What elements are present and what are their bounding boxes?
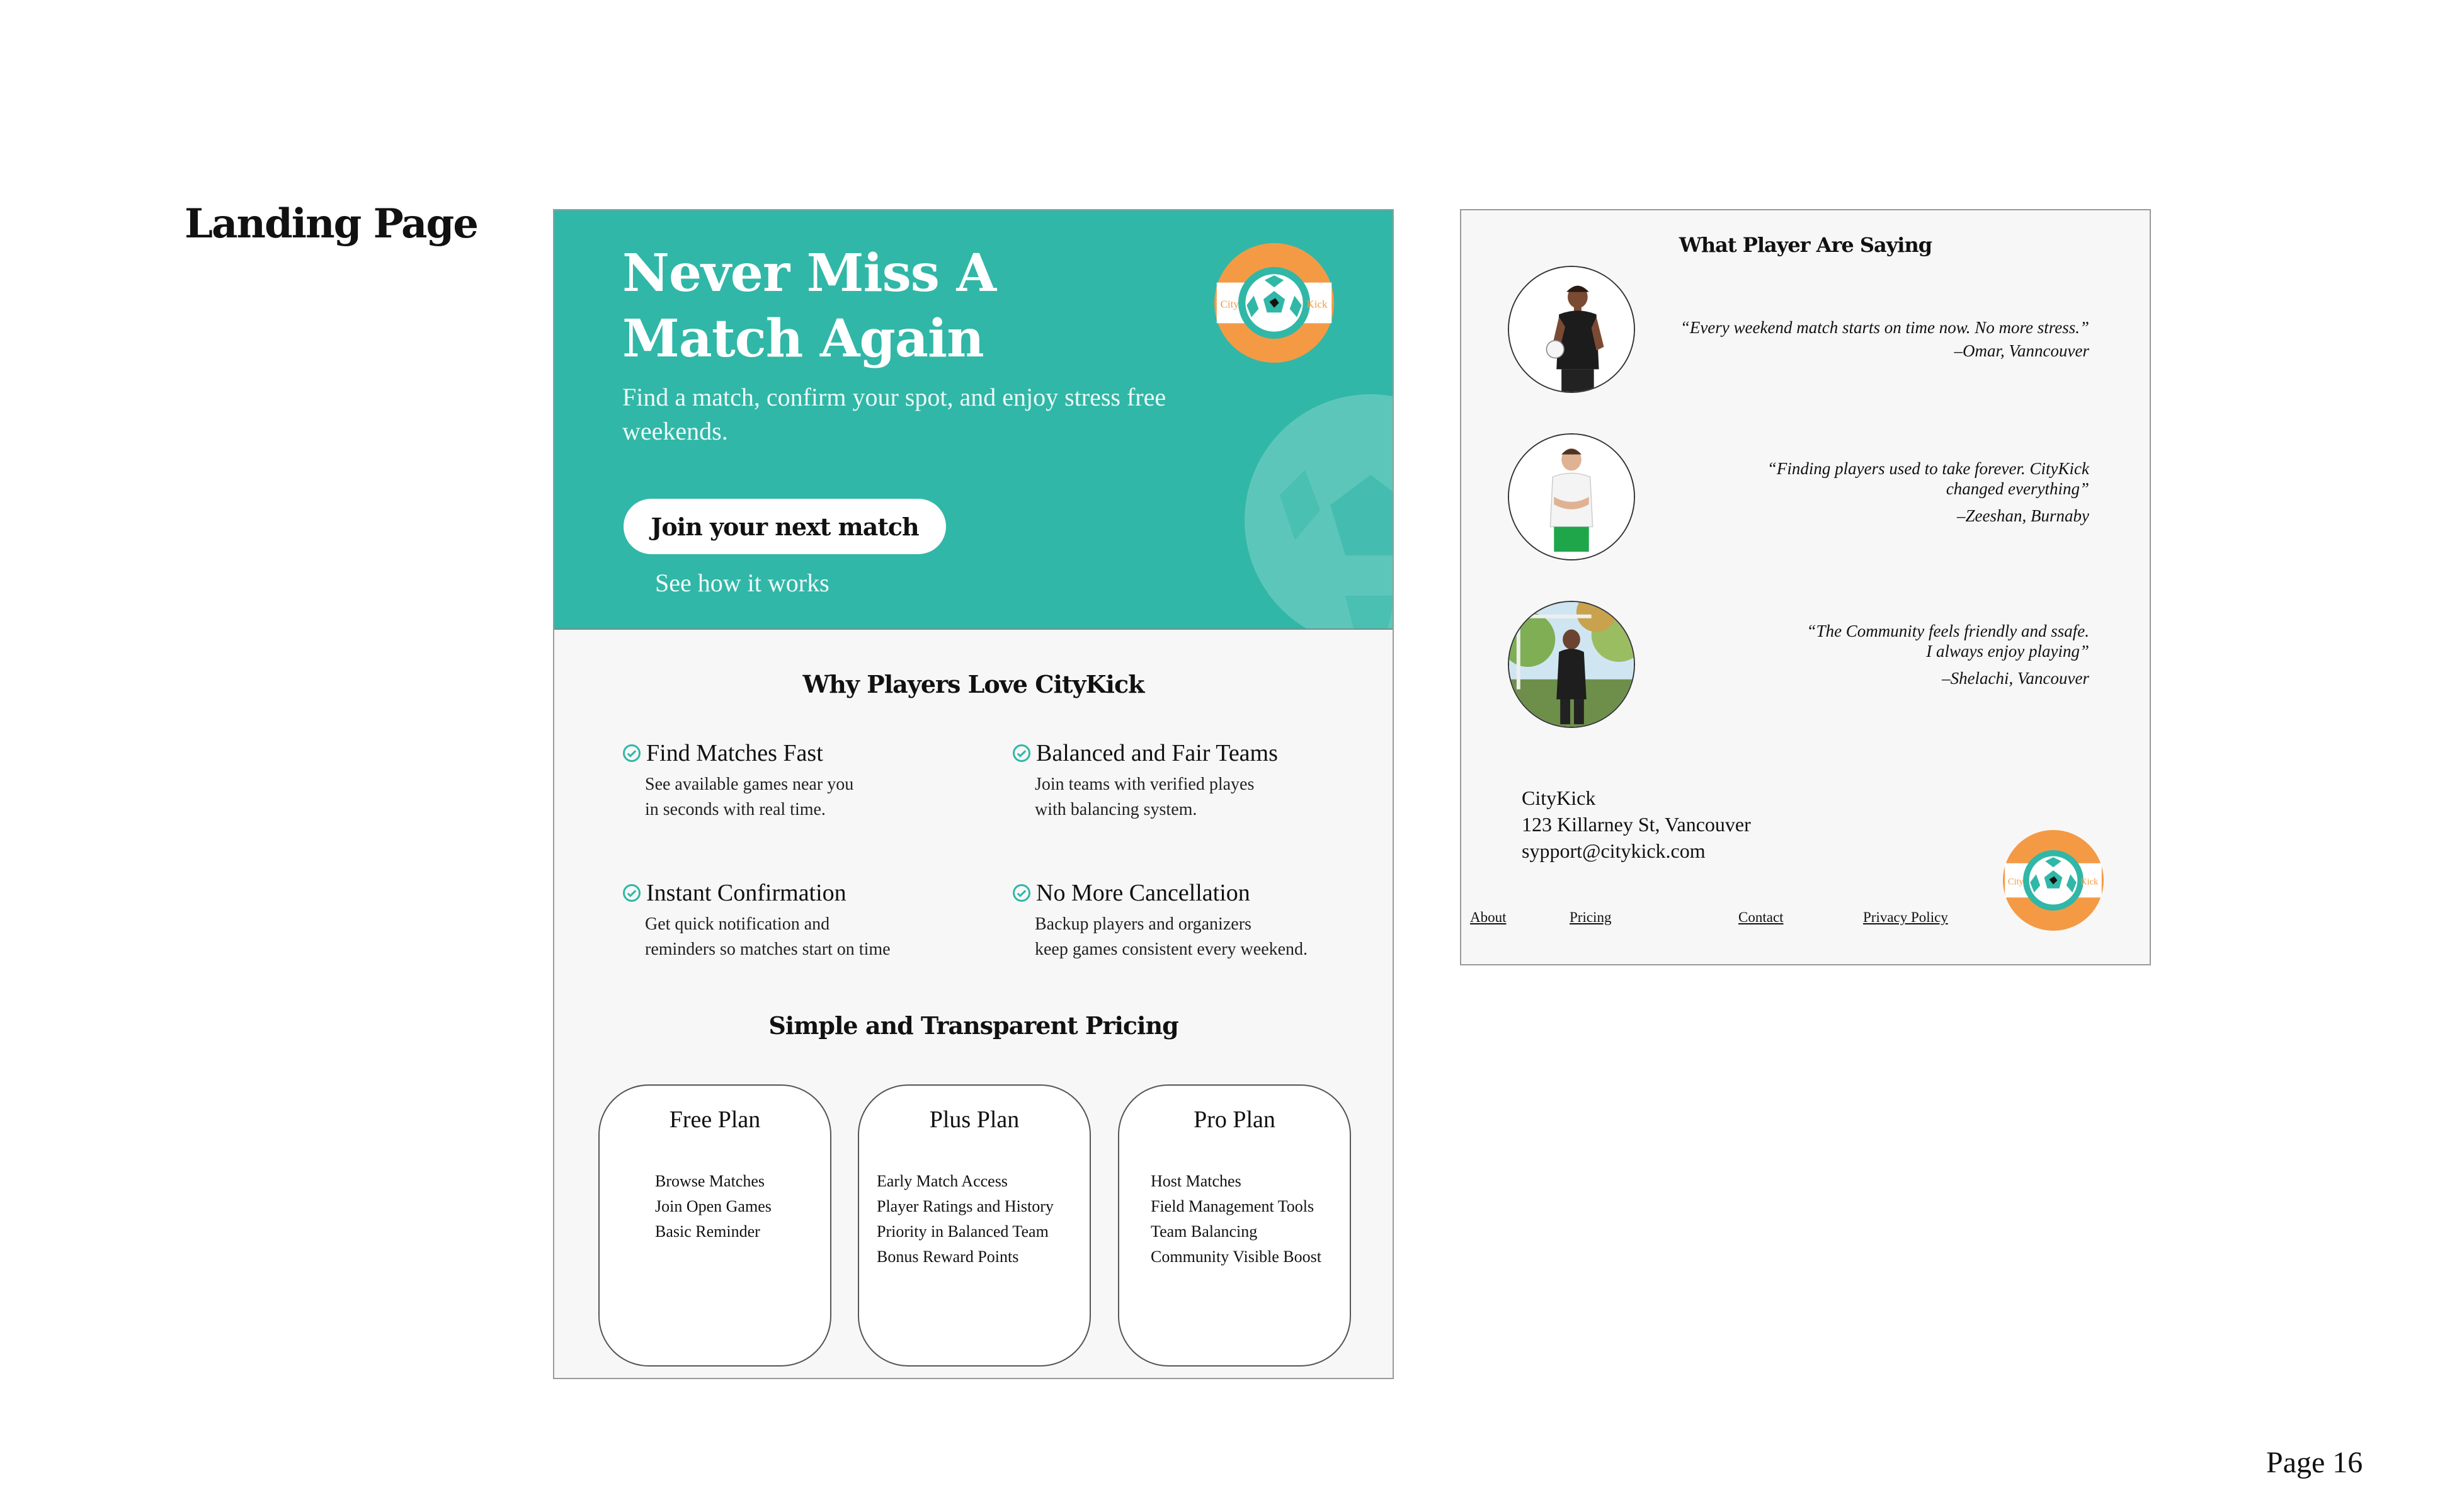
plan-feature: Team Balancing <box>1151 1222 1258 1241</box>
check-circle-icon <box>1012 884 1031 902</box>
why-section-title: Why Players Love CityKick <box>802 670 1144 698</box>
footer-email[interactable]: sypport@citykick.com <box>1522 839 1706 862</box>
quote-line: “The Community feels friendly and ssafe. <box>1806 622 2089 640</box>
feature-description <box>645 912 975 962</box>
citykick-logo <box>2003 830 2104 931</box>
plan-feature: Player Ratings and History <box>877 1197 1054 1215</box>
hero-title: Never Miss A Match Again <box>622 243 996 369</box>
citykick-logo <box>1214 243 1334 363</box>
plan-features <box>1151 1169 1321 1270</box>
plan-name: Free Plan <box>669 1106 761 1133</box>
testimonial-author: –Shelachi, Vancouver <box>1942 669 2089 688</box>
testimonials-title: What Player Are Saying <box>1679 233 1932 257</box>
feature-description-line: reminders so matches start on time <box>645 940 891 959</box>
feature-description-line: See available games near you <box>645 775 854 794</box>
footer-link-about[interactable]: About <box>1470 909 1507 925</box>
pricing-section-title: Simple and Transparent Pricing <box>768 1011 1178 1040</box>
logo-word-right: Kick <box>2080 877 2099 887</box>
feature-card <box>622 879 975 962</box>
footer-link-pricing[interactable]: Pricing <box>1570 909 1612 925</box>
logo-word-left: City <box>2008 877 2024 887</box>
avatar <box>1508 601 1635 728</box>
testimonials-frame <box>1460 209 2151 965</box>
feature-card <box>1012 739 1365 822</box>
testimonial-quote <box>1610 317 2089 338</box>
landing-page-frame <box>553 209 1394 1379</box>
soccer-ball-decoration-icon <box>1245 394 1393 630</box>
feature-description <box>645 772 975 822</box>
plan-feature: Basic Reminder <box>655 1222 760 1241</box>
feature-title: Instant Confirmation <box>646 880 847 906</box>
feature-description-line: Join teams with verified playes <box>1035 775 1255 794</box>
feature-title: Find Matches Fast <box>646 740 823 766</box>
plan-card-plus[interactable] <box>858 1084 1091 1367</box>
plan-card-free[interactable] <box>598 1084 831 1367</box>
feature-card <box>622 739 975 822</box>
plan-feature: Community Visible Boost <box>1151 1248 1321 1266</box>
feature-description <box>1035 912 1365 962</box>
hero-subtitle: Find a match, confirm your spot, and enjoy stress free weekends. <box>622 383 1166 445</box>
see-how-it-works-link[interactable]: See how it works <box>655 569 829 597</box>
feature-description <box>1035 772 1365 822</box>
page-number: Page 16 <box>2266 1446 2363 1479</box>
quote-line: “Finding players used to take forever. CityKick <box>1767 459 2089 478</box>
plan-features <box>877 1169 1054 1270</box>
testimonial-quote <box>1610 458 2089 499</box>
logo-word-left: City <box>1220 298 1239 310</box>
check-circle-icon <box>1012 744 1031 763</box>
check-circle-icon <box>622 884 641 902</box>
feature-description-line: Get quick notification and <box>645 914 830 934</box>
feature-card <box>1012 879 1365 962</box>
hero-section <box>554 210 1393 630</box>
feature-title: No More Cancellation <box>1036 880 1250 906</box>
quote-line: I always enjoy playing” <box>1926 642 2089 661</box>
feature-title: Balanced and Fair Teams <box>1036 740 1278 766</box>
plan-feature: Field Management Tools <box>1151 1197 1314 1215</box>
page-heading: Landing Page <box>185 200 477 247</box>
quote-line: “Every weekend match starts on time now. No more stress.” <box>1680 318 2089 337</box>
footer-address: 123 Killarney St, Vancouver <box>1522 813 1751 836</box>
quote-line: changed everything” <box>1946 479 2089 498</box>
feature-description-line: keep games consistent every weekend. <box>1035 940 1308 959</box>
footer-company: CityKick <box>1522 787 1596 809</box>
plan-feature: Join Open Games <box>655 1197 772 1215</box>
footer-link-privacy-policy[interactable]: Privacy Policy <box>1863 909 1948 925</box>
plan-feature: Early Match Access <box>877 1172 1008 1190</box>
plan-feature: Browse Matches <box>655 1172 765 1190</box>
join-match-button[interactable]: Join your next match <box>624 499 946 554</box>
footer-link-contact[interactable]: Contact <box>1738 909 1784 925</box>
testimonial-author: –Omar, Vanncouver <box>1954 341 2089 360</box>
testimonial-author: –Zeeshan, Burnaby <box>1957 506 2089 525</box>
plan-name: Plus Plan <box>929 1106 1020 1133</box>
plan-feature: Priority in Balanced Team <box>877 1222 1049 1241</box>
check-circle-icon <box>622 744 641 763</box>
feature-description-line: with balancing system. <box>1035 800 1197 819</box>
feature-description-line: in seconds with real time. <box>645 800 826 819</box>
plan-features <box>655 1169 772 1244</box>
plan-feature: Host Matches <box>1151 1172 1241 1190</box>
testimonial-quote <box>1610 621 2089 661</box>
feature-description-line: Backup players and organizers <box>1035 914 1251 934</box>
plan-feature: Bonus Reward Points <box>877 1248 1019 1266</box>
plan-card-pro[interactable] <box>1118 1084 1351 1367</box>
logo-word-right: Kick <box>1306 298 1328 310</box>
plan-name: Pro Plan <box>1194 1106 1275 1133</box>
footer-contact <box>1522 785 1751 864</box>
